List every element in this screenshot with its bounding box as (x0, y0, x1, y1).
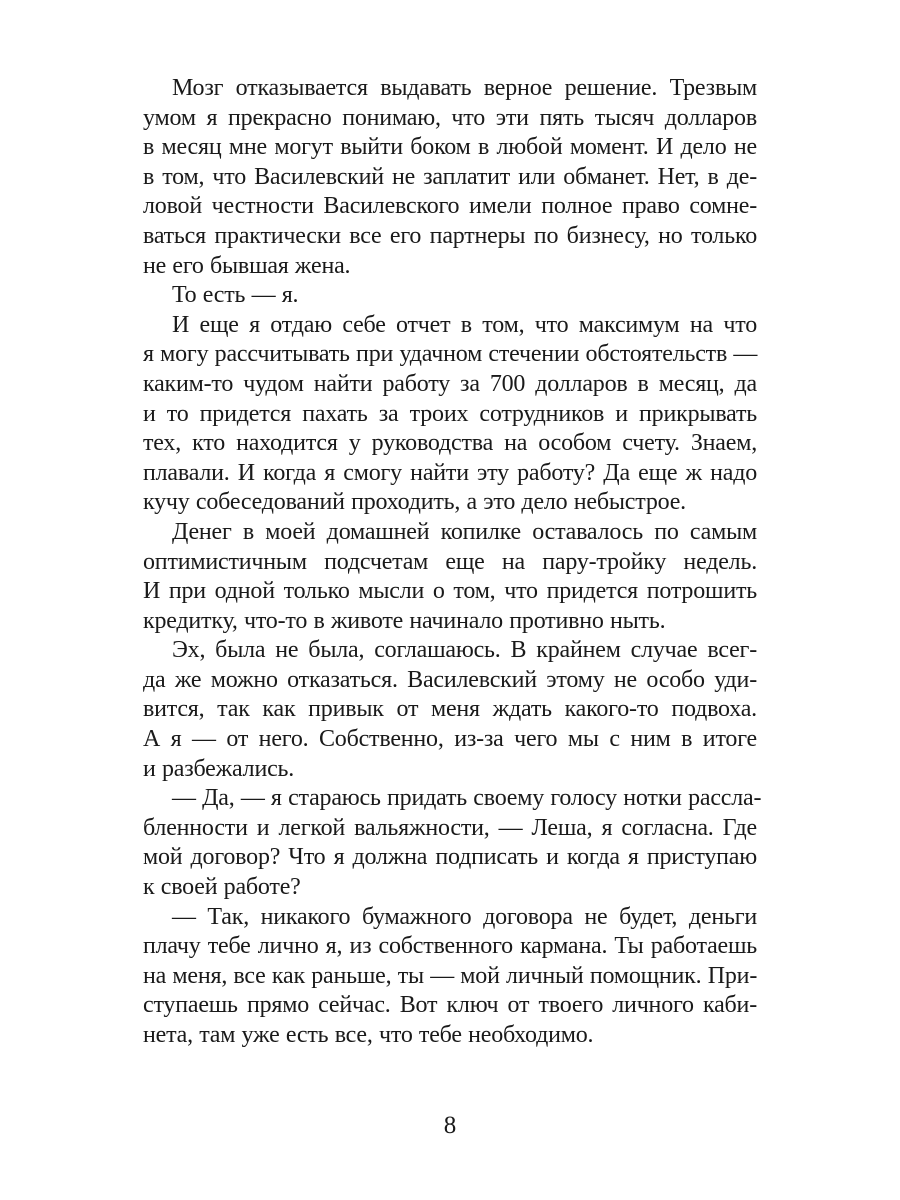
body-text (143, 74, 762, 1051)
paragraph (143, 784, 762, 902)
text-line: оптимистичным подсчетам еще на пару-тройку недель. (143, 548, 757, 575)
text-line: в том, что Василевский не заплатит или обманет. Нет, в де- (143, 163, 757, 190)
text-line: кучу собеседований проходить, а это дело небыстрое. (143, 489, 686, 516)
text-line: тех, кто находится у руководства на особом счету. Знаем, (143, 430, 757, 457)
text-line: и разбежались. (143, 755, 295, 782)
text-line: И при одной только мысли о том, что придется потрошить (143, 578, 757, 605)
text-line: в месяц мне могут выйти боком в любой момент. И дело не (143, 134, 757, 161)
text-line: ловой честности Василевского имели полное право сомне- (143, 193, 757, 220)
paragraph (143, 903, 757, 1051)
paragraph (143, 74, 757, 281)
text-line: не его бывшая жена. (143, 252, 351, 279)
text-line: ваться практически все его партнеры по бизнесу, но только (143, 222, 757, 249)
paragraph (143, 518, 757, 636)
text-line: я могу рассчитывать при удачном стечении обстоятельств — (143, 341, 758, 368)
text-line: к своей работе? (143, 874, 301, 901)
text-line: бленности и легкой вальяжности, — Леша, я согласна. Где (143, 814, 757, 841)
text-line: Денег в моей домашней копилке оставалось по самым (172, 518, 757, 545)
page-number: 8 (443, 1112, 457, 1139)
text-line: и то придется пахать за троих сотрудников и прикрывать (143, 400, 757, 427)
paragraph (143, 311, 757, 518)
text-line: А я — от него. Собственно, из-за чего мы с ним в итоге (143, 726, 757, 753)
text-line: каким-то чудом найти работу за 700 долларов в месяц, да (143, 370, 757, 397)
text-line: — Да, — я стараюсь придать своему голосу нотки рассла- (172, 785, 762, 812)
text-line: умом я прекрасно понимаю, что эти пять тысяч долларов (143, 104, 757, 131)
text-line: плачу тебе лично я, из собственного кармана. Ты работаешь (143, 933, 757, 960)
paragraph (143, 281, 757, 311)
text-line: на меня, все как раньше, ты — мой личный помощник. При- (143, 962, 758, 989)
text-line: да же можно отказаться. Василевский этому не особо уди- (143, 666, 757, 693)
text-line: То есть — я. (172, 282, 299, 309)
paragraph (143, 636, 757, 784)
text-line: вится, так как привык от меня ждать какого-то подвоха. (143, 696, 757, 723)
text-line: кредитку, что-то в животе начинало противно ныть. (143, 607, 666, 634)
text-line: мой договор? Что я должна подписать и когда я приступаю (143, 844, 757, 871)
text-line: ступаешь прямо сейчас. Вот ключ от твоего личного каби- (143, 992, 757, 1019)
text-line: Эх, была не была, соглашаюсь. В крайнем случае всег- (172, 637, 757, 664)
text-line: нета, там уже есть все, что тебе необходимо. (143, 1022, 594, 1048)
text-line: — Так, никакого бумажного договора не будет, деньги (172, 903, 757, 930)
text-line: Мозг отказывается выдавать верное решение. Трезвым (172, 75, 757, 101)
text-line: плавали. И когда я смогу найти эту работу? Да еще ж надо (143, 459, 757, 486)
text-line: И еще я отдаю себе отчет в том, что максимум на что (172, 311, 757, 338)
